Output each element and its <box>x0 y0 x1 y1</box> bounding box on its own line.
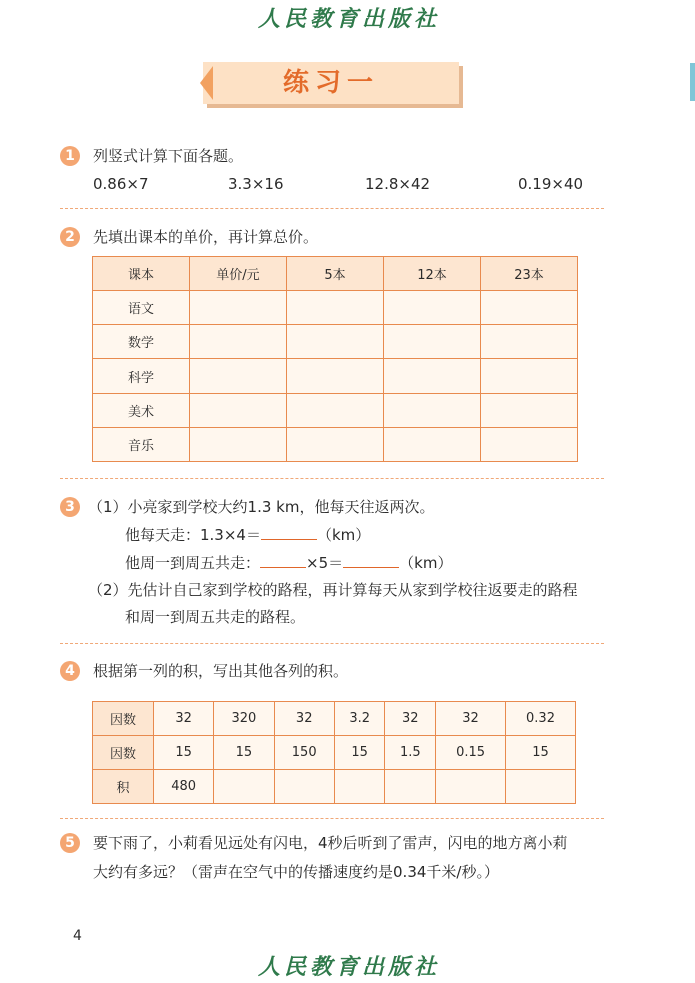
q5-line1: 要下雨了，小莉看见远处有闪电，4秒后听到了雷声，闪电的地方离小莉 <box>93 834 568 852</box>
table-header: 23本 <box>481 257 578 291</box>
table-cell: 320 <box>214 702 274 736</box>
section-title: 练习一 <box>282 68 379 98</box>
answer-cell[interactable] <box>384 393 481 427</box>
answer-cell[interactable] <box>287 427 384 461</box>
row-label: 音乐 <box>93 427 190 461</box>
price-table <box>92 256 578 462</box>
table-header: 12本 <box>384 257 481 291</box>
table-cell: 32 <box>385 702 436 736</box>
divider <box>60 643 604 644</box>
q1-prompt: 列竖式计算下面各题。 <box>93 147 244 165</box>
table-cell: 15 <box>334 736 385 770</box>
q1-item: 0.19×40 <box>518 175 584 193</box>
divider <box>60 818 604 819</box>
row-label: 数学 <box>93 325 190 359</box>
table-row <box>93 702 576 736</box>
question-number-2: 2 <box>60 227 80 247</box>
divider <box>60 478 604 479</box>
q5-line2: 大约有多远？（雷声在空气中的传播速度约是0.34千米/秒。） <box>93 863 499 881</box>
table-row <box>93 427 578 461</box>
q3-weekly-mid: ×5＝ <box>306 554 344 572</box>
answer-blank[interactable] <box>343 553 399 568</box>
table-header: 单价/元 <box>190 257 287 291</box>
table-row <box>93 393 578 427</box>
answer-blank[interactable] <box>260 553 306 568</box>
table-cell: 32 <box>274 702 334 736</box>
answer-cell[interactable] <box>481 291 578 325</box>
table-row <box>93 359 578 393</box>
table-cell: 3.2 <box>334 702 385 736</box>
row-label: 美术 <box>93 393 190 427</box>
publisher-logo-top: 人民教育出版社 <box>258 6 441 32</box>
row-label: 因数 <box>93 702 154 736</box>
table-header: 5本 <box>287 257 384 291</box>
table-cell: 15 <box>214 736 274 770</box>
table-cell: 15 <box>506 736 576 770</box>
question-number-5: 5 <box>60 833 80 853</box>
row-label: 语文 <box>93 291 190 325</box>
q3-daily-prefix: 他每天走：1.3×4＝ <box>125 526 261 544</box>
answer-cell[interactable] <box>190 427 287 461</box>
answer-cell[interactable] <box>481 427 578 461</box>
q3-part1: （1）小亮家到学校大约1.3 km，他每天往返两次。 <box>88 498 435 516</box>
question-number-3: 3 <box>60 497 80 517</box>
table-cell: 32 <box>436 702 506 736</box>
row-label: 积 <box>93 770 154 804</box>
row-label: 科学 <box>93 359 190 393</box>
q3-weekly-line <box>125 553 452 573</box>
row-label: 因数 <box>93 736 154 770</box>
page-number: 4 <box>73 928 82 944</box>
answer-cell[interactable] <box>190 393 287 427</box>
answer-cell[interactable] <box>287 325 384 359</box>
answer-cell[interactable] <box>190 325 287 359</box>
q3-weekly-prefix: 他周一到周五共走： <box>125 554 261 572</box>
answer-cell[interactable] <box>384 427 481 461</box>
q1-item: 3.3×16 <box>228 175 284 193</box>
answer-cell[interactable] <box>481 393 578 427</box>
q1-item: 0.86×7 <box>93 175 149 193</box>
q3-part2: （2）先估计自己家到学校的路程，再计算每天从家到学校往返要走的路程 <box>88 581 578 599</box>
answer-cell[interactable] <box>506 770 576 804</box>
product-table <box>92 701 576 804</box>
table-header: 课本 <box>93 257 190 291</box>
answer-cell[interactable] <box>214 770 274 804</box>
answer-cell[interactable] <box>384 359 481 393</box>
answer-cell[interactable] <box>384 325 481 359</box>
divider <box>60 208 604 209</box>
table-row <box>93 736 576 770</box>
table-row <box>93 291 578 325</box>
q4-prompt: 根据第一列的积，写出其他各列的积。 <box>93 662 349 680</box>
answer-cell[interactable] <box>287 393 384 427</box>
q2-prompt: 先填出课本的单价，再计算总价。 <box>93 228 319 246</box>
q3-part2-cont: 和周一到周五共走的路程。 <box>125 608 306 626</box>
q3-daily-line <box>125 525 370 545</box>
publisher-logo-bottom: 人民教育出版社 <box>258 954 441 980</box>
question-number-4: 4 <box>60 661 80 681</box>
answer-cell[interactable] <box>190 291 287 325</box>
table-cell: 1.5 <box>385 736 436 770</box>
table-cell: 15 <box>154 736 214 770</box>
q1-item: 12.8×42 <box>365 175 431 193</box>
table-cell: 32 <box>154 702 214 736</box>
table-cell: 150 <box>274 736 334 770</box>
answer-cell[interactable] <box>274 770 334 804</box>
table-cell: 0.15 <box>436 736 506 770</box>
answer-blank[interactable] <box>261 525 317 540</box>
table-row <box>93 325 578 359</box>
answer-cell[interactable] <box>385 770 436 804</box>
answer-cell[interactable] <box>287 291 384 325</box>
answer-cell[interactable] <box>481 325 578 359</box>
q3-weekly-suffix: （km） <box>399 554 453 572</box>
answer-cell[interactable] <box>384 291 481 325</box>
table-cell: 0.32 <box>506 702 576 736</box>
answer-cell[interactable] <box>190 359 287 393</box>
table-cell: 480 <box>154 770 214 804</box>
question-number-1: 1 <box>60 146 80 166</box>
table-row <box>93 770 576 804</box>
answer-cell[interactable] <box>334 770 385 804</box>
answer-cell[interactable] <box>287 359 384 393</box>
page-edge-tab <box>690 63 695 101</box>
answer-cell[interactable] <box>481 359 578 393</box>
answer-cell[interactable] <box>436 770 506 804</box>
q3-daily-suffix: （km） <box>316 526 371 544</box>
